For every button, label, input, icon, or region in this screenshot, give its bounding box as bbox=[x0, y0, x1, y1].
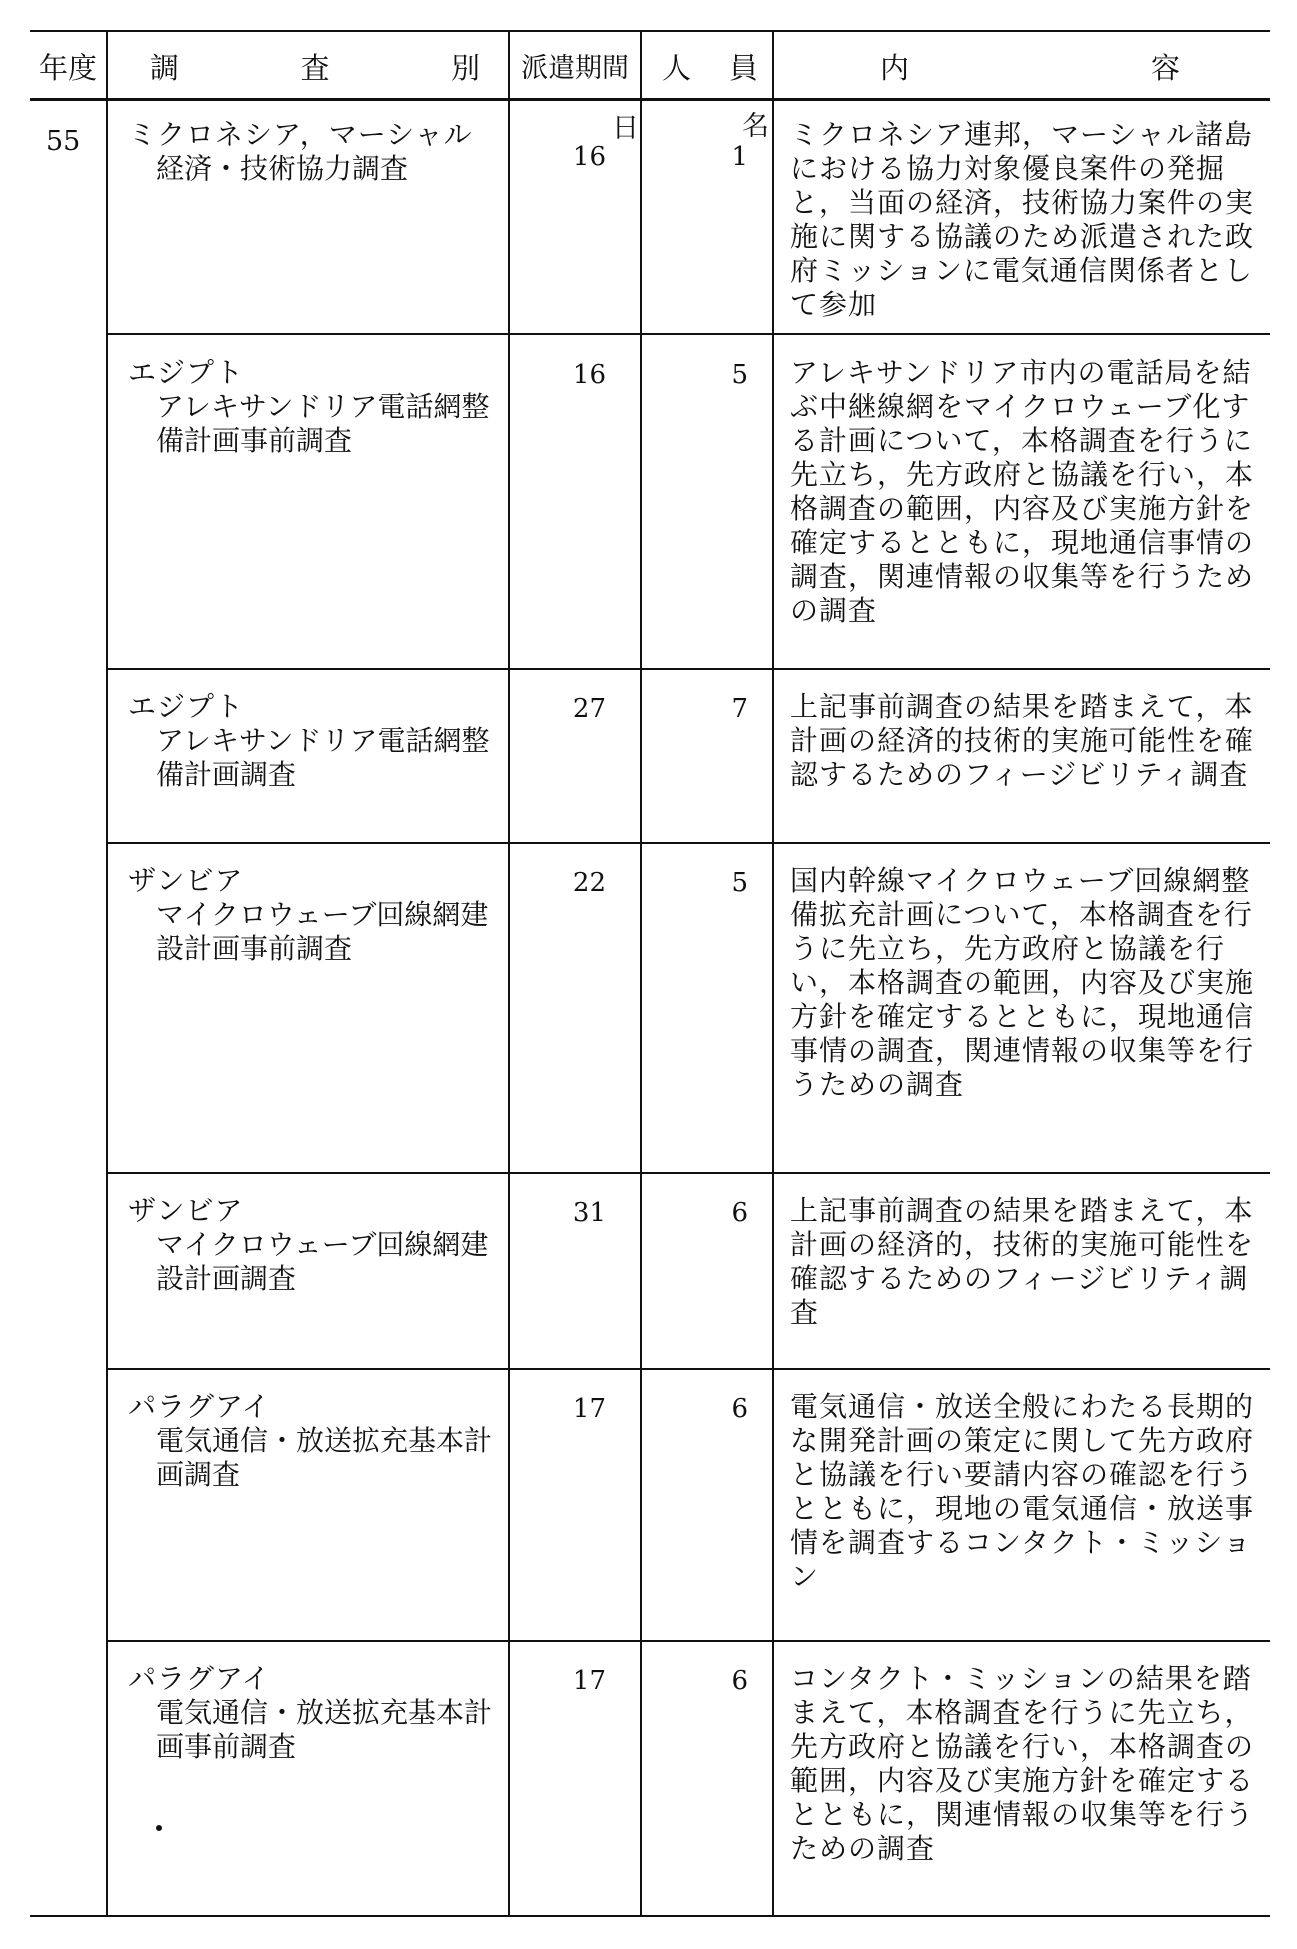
header-year: 年度 bbox=[38, 50, 97, 85]
header-survey-char: 調 bbox=[150, 50, 180, 85]
table-bottom-rule bbox=[30, 1915, 1270, 1917]
survey-country: パラグアイ bbox=[128, 1390, 271, 1423]
survey-title: マイクロウェーブ回線網建設計画調査 bbox=[156, 1228, 489, 1295]
header-period: 派遣期間 bbox=[521, 52, 629, 84]
member-count: 1 bbox=[731, 142, 748, 172]
survey-content: 上記事前調査の結果を踏まえて，本計画の経済的技術的実施可能性を確認するためのフィージビリティ調査 bbox=[790, 690, 1255, 791]
survey-country: ザンビア bbox=[128, 864, 244, 897]
survey-title: 経済・技術協力調査 bbox=[156, 152, 409, 185]
column-rule bbox=[640, 30, 642, 1917]
survey-country: パラグアイ bbox=[128, 1662, 271, 1695]
survey-content: ミクロネシア連邦，マーシャル諸島における協力対象優良案件の発掘と，当面の経済，技術協力案件の実施に関する協議のため派遣された政府ミッションに電気通信関係者として参加 bbox=[790, 118, 1255, 321]
dispatch-days: 16 bbox=[572, 142, 606, 172]
survey-country: エジプト bbox=[128, 690, 245, 723]
header-content-char: 容 bbox=[1150, 50, 1180, 85]
dispatch-days: 22 bbox=[572, 868, 606, 898]
column-rule bbox=[508, 30, 510, 1917]
member-count: 7 bbox=[731, 694, 748, 724]
survey-name bbox=[128, 356, 493, 458]
survey-country: エジプト bbox=[128, 356, 245, 389]
member-count: 5 bbox=[731, 868, 748, 898]
survey-name bbox=[128, 690, 493, 792]
survey-title: アレキサンドリア電話網整備計画調査 bbox=[156, 724, 490, 791]
survey-title: マイクロウェーブ回線網建設計画事前調査 bbox=[156, 898, 489, 965]
survey-name bbox=[128, 1662, 493, 1764]
row-divider bbox=[108, 1172, 1270, 1174]
header-members-char: 人 bbox=[662, 50, 692, 85]
dispatch-days: 16 bbox=[572, 360, 606, 390]
column-rule bbox=[106, 30, 108, 1917]
table-top-rule bbox=[30, 30, 1270, 32]
member-count: 6 bbox=[731, 1394, 748, 1424]
survey-content: 国内幹線マイクロウェーブ回線網整備拡充計画について，本格調査を行うに先立ち，先方政府と協議を行い，本格調査の範囲，内容及び実施方針を確定するとともに，現地通信事情の調査，関連情報の収集等を行うための調査 bbox=[790, 864, 1255, 1101]
header-bottom-rule bbox=[30, 98, 1270, 101]
header-members bbox=[662, 40, 758, 96]
survey-name bbox=[128, 864, 493, 966]
days-unit: 日 bbox=[612, 113, 639, 144]
row-divider bbox=[108, 1640, 1270, 1642]
header-content-char: 内 bbox=[880, 50, 910, 85]
stray-dot bbox=[156, 1825, 162, 1831]
dispatch-days: 17 bbox=[572, 1666, 606, 1696]
row-divider bbox=[108, 842, 1270, 844]
header-survey bbox=[150, 40, 480, 96]
survey-title: アレキサンドリア電話網整備計画事前調査 bbox=[156, 390, 490, 457]
dispatch-days: 31 bbox=[572, 1198, 606, 1228]
member-count: 6 bbox=[731, 1666, 748, 1696]
fiscal-year-value: 55 bbox=[46, 126, 81, 157]
header-content bbox=[880, 40, 1180, 96]
survey-content: 電気通信・放送全般にわたる長期的な開発計画の策定に関して先方政府と協議を行い要請内容の確認を行うとともに，現地の電気通信・放送事情を調査するコンタクト・ミッション bbox=[790, 1390, 1255, 1593]
column-rule bbox=[772, 30, 774, 1917]
survey-title: 電気通信・放送拡充基本計画事前調査 bbox=[156, 1696, 493, 1763]
survey-content: 上記事前調査の結果を踏まえて，本計画の経済的，技術的実施可能性を確認するためのフィージビリティ調査 bbox=[790, 1194, 1255, 1329]
dispatch-days: 17 bbox=[572, 1394, 606, 1424]
people-unit: 名 bbox=[742, 111, 769, 142]
header-members-char: 員 bbox=[728, 50, 758, 85]
header-survey-char: 査 bbox=[300, 50, 330, 85]
dispatch-days: 27 bbox=[572, 694, 606, 724]
row-divider bbox=[108, 333, 1270, 335]
header-survey-char: 別 bbox=[450, 50, 480, 85]
row-divider bbox=[108, 1368, 1270, 1370]
member-count: 6 bbox=[731, 1198, 748, 1228]
survey-country: ザンビア bbox=[128, 1194, 244, 1227]
member-count: 5 bbox=[731, 360, 748, 390]
row-divider bbox=[108, 668, 1270, 670]
survey-name bbox=[128, 1390, 493, 1492]
survey-name bbox=[128, 118, 493, 186]
survey-title: 電気通信・放送拡充基本計画調査 bbox=[156, 1424, 493, 1491]
survey-content: アレキサンドリア市内の電話局を結ぶ中継線網をマイクロウェーブ化する計画について，本格調査を行うに先立ち，先方政府と協議を行い，本格調査の範囲，内容及び実施方針を確定するとともに，現地通信事情の調査，関連情報の収集等を行うための調査 bbox=[790, 356, 1255, 627]
survey-country: ミクロネシア，マーシャル bbox=[128, 118, 473, 151]
survey-content: コンタクト・ミッションの結果を踏まえて，本格調査を行うに先立ち，先方政府と協議を行い，本格調査の範囲，内容及び実施方針を確定するとともに，関連情報の収集等を行うための調査 bbox=[790, 1662, 1255, 1865]
survey-name bbox=[128, 1194, 493, 1296]
